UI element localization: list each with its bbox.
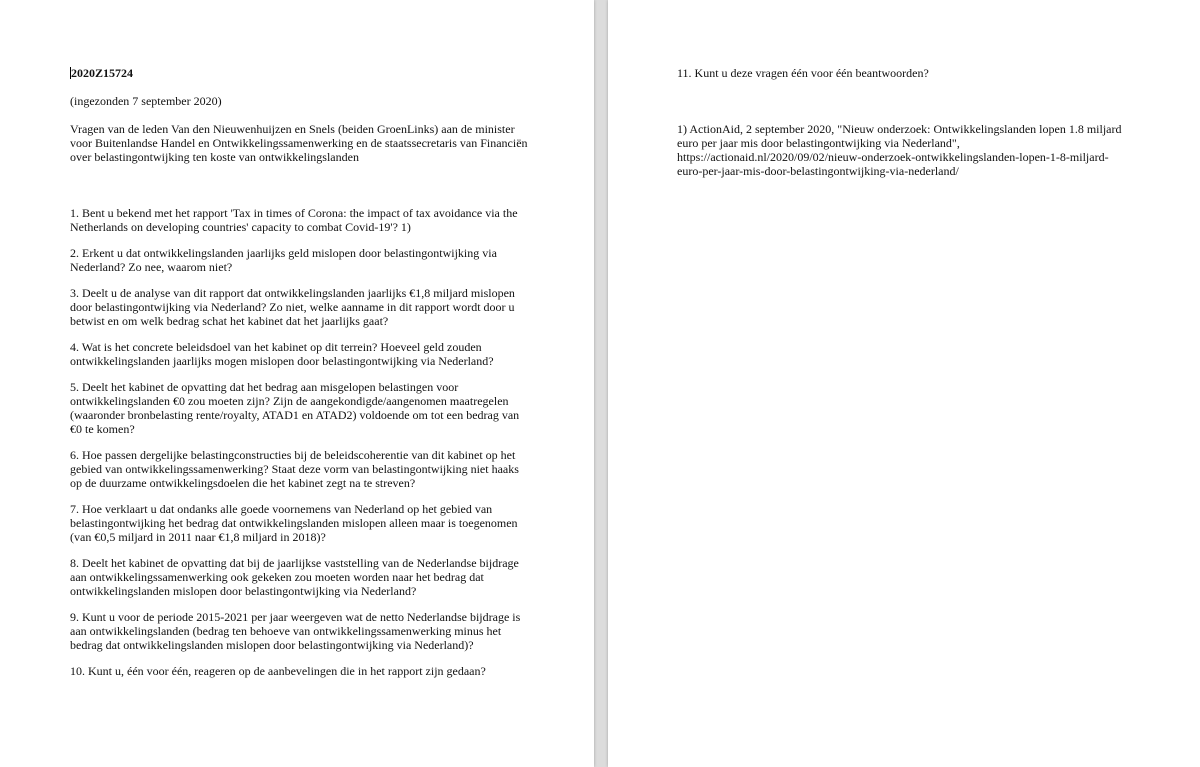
intro-paragraph: Vragen van de leden Van den Nieuwenhuijzen en Snels (beiden GroenLinks) aan de minister voor Buitenlandse Handel en Ontwikkelingssamenwerking en de staatssecretaris van Financiën over belastingontwijking ten koste van ontwikkelingslanden bbox=[70, 122, 528, 164]
document-page-1[interactable] bbox=[0, 0, 594, 767]
document-page-2[interactable] bbox=[608, 0, 1200, 767]
document-id: 2020Z15724 bbox=[71, 66, 134, 80]
submitted-date: (ingezonden 7 september 2020) bbox=[70, 94, 222, 108]
question-2: 2. Erkent u dat ontwikkelingslanden jaarlijks geld mislopen door belastingontwijking via Nederland? Zo nee, waarom niet? bbox=[70, 246, 497, 274]
footnote: 1) ActionAid, 2 september 2020, "Nieuw onderzoek: Ontwikkelingslanden lopen 1.8 miljard euro per jaar mis door belastingontwijking via Nederland", https://actionaid.nl/2020/09/02/nieuw-onderzoek-ontwikkelingslanden-lopen-1-8-miljard-euro-per-jaar-mis-door-belastingontwijking-via-nederland/ bbox=[677, 122, 1122, 178]
question-6: 6. Hoe passen dergelijke belastingconstructies bij de beleidscoherentie van dit kabinet op het gebied van ontwikkelingssamenwerking? Staat deze vorm van belastingontwijking niet haaks op de duurzame ontwikkelingsdoelen die het kabinet zegt na te streven? bbox=[70, 448, 519, 490]
question-1: 1. Bent u bekend met het rapport 'Tax in times of Corona: the impact of tax avoidance via the Netherlands on developing countries' capacity to combat Covid-19'? 1) bbox=[70, 206, 518, 234]
question-7: 7. Hoe verklaart u dat ondanks alle goede voornemens van Nederland op het gebied van belastingontwijking het bedrag dat ontwikkelingslanden mislopen alleen maar is toegenomen (van €0,5 miljard in 2011 naar €1,8 miljard in 2018)? bbox=[70, 502, 518, 544]
question-8: 8. Deelt het kabinet de opvatting dat bij de jaarlijkse vaststelling van de Nederlandse bijdrage aan ontwikkelingssamenwerking ook gekeken zou moeten worden naar het bedrag dat ontwikkelingslanden mislopen door belastingontwijking via Nederland? bbox=[70, 556, 519, 598]
question-10: 10. Kunt u, één voor één, reageren op de aanbevelingen die in het rapport zijn gedaan? bbox=[70, 664, 486, 678]
question-11: 11. Kunt u deze vragen één voor één beantwoorden? bbox=[677, 66, 929, 80]
page-1-content[interactable] bbox=[70, 66, 528, 690]
page-2-content[interactable] bbox=[677, 66, 1132, 192]
question-3: 3. Deelt u de analyse van dit rapport dat ontwikkelingslanden jaarlijks €1,8 miljard mislopen door belastingontwijking via Nederland? Zo niet, welke aanname in dit rapport wordt door u betwist en om welk bedrag schat het kabinet dat het jaarlijks gaat? bbox=[70, 286, 515, 328]
question-4: 4. Wat is het concrete beleidsdoel van het kabinet op dit terrein? Hoeveel geld zouden ontwikkelingslanden jaarlijks mogen mislopen door belastingontwijking via Nederland? bbox=[70, 340, 494, 368]
question-9: 9. Kunt u voor de periode 2015-2021 per jaar weergeven wat de netto Nederlandse bijdrage is aan ontwikkelingslanden (bedrag ten behoeve van ontwikkelingssamenwerking minus het bedrag dat ontwikkelingslanden mislopen door belastingontwijking via Nederland)? bbox=[70, 610, 521, 652]
question-5: 5. Deelt het kabinet de opvatting dat het bedrag aan misgelopen belastingen voor ontwikkelingslanden €0 zou moeten zijn? Zijn de aangekondigde/aangenomen maatregelen (waaronder bronbelasting rente/royalty, ATAD1 en ATAD2) voldoende om tot een bedrag van €0 te komen? bbox=[70, 380, 520, 436]
